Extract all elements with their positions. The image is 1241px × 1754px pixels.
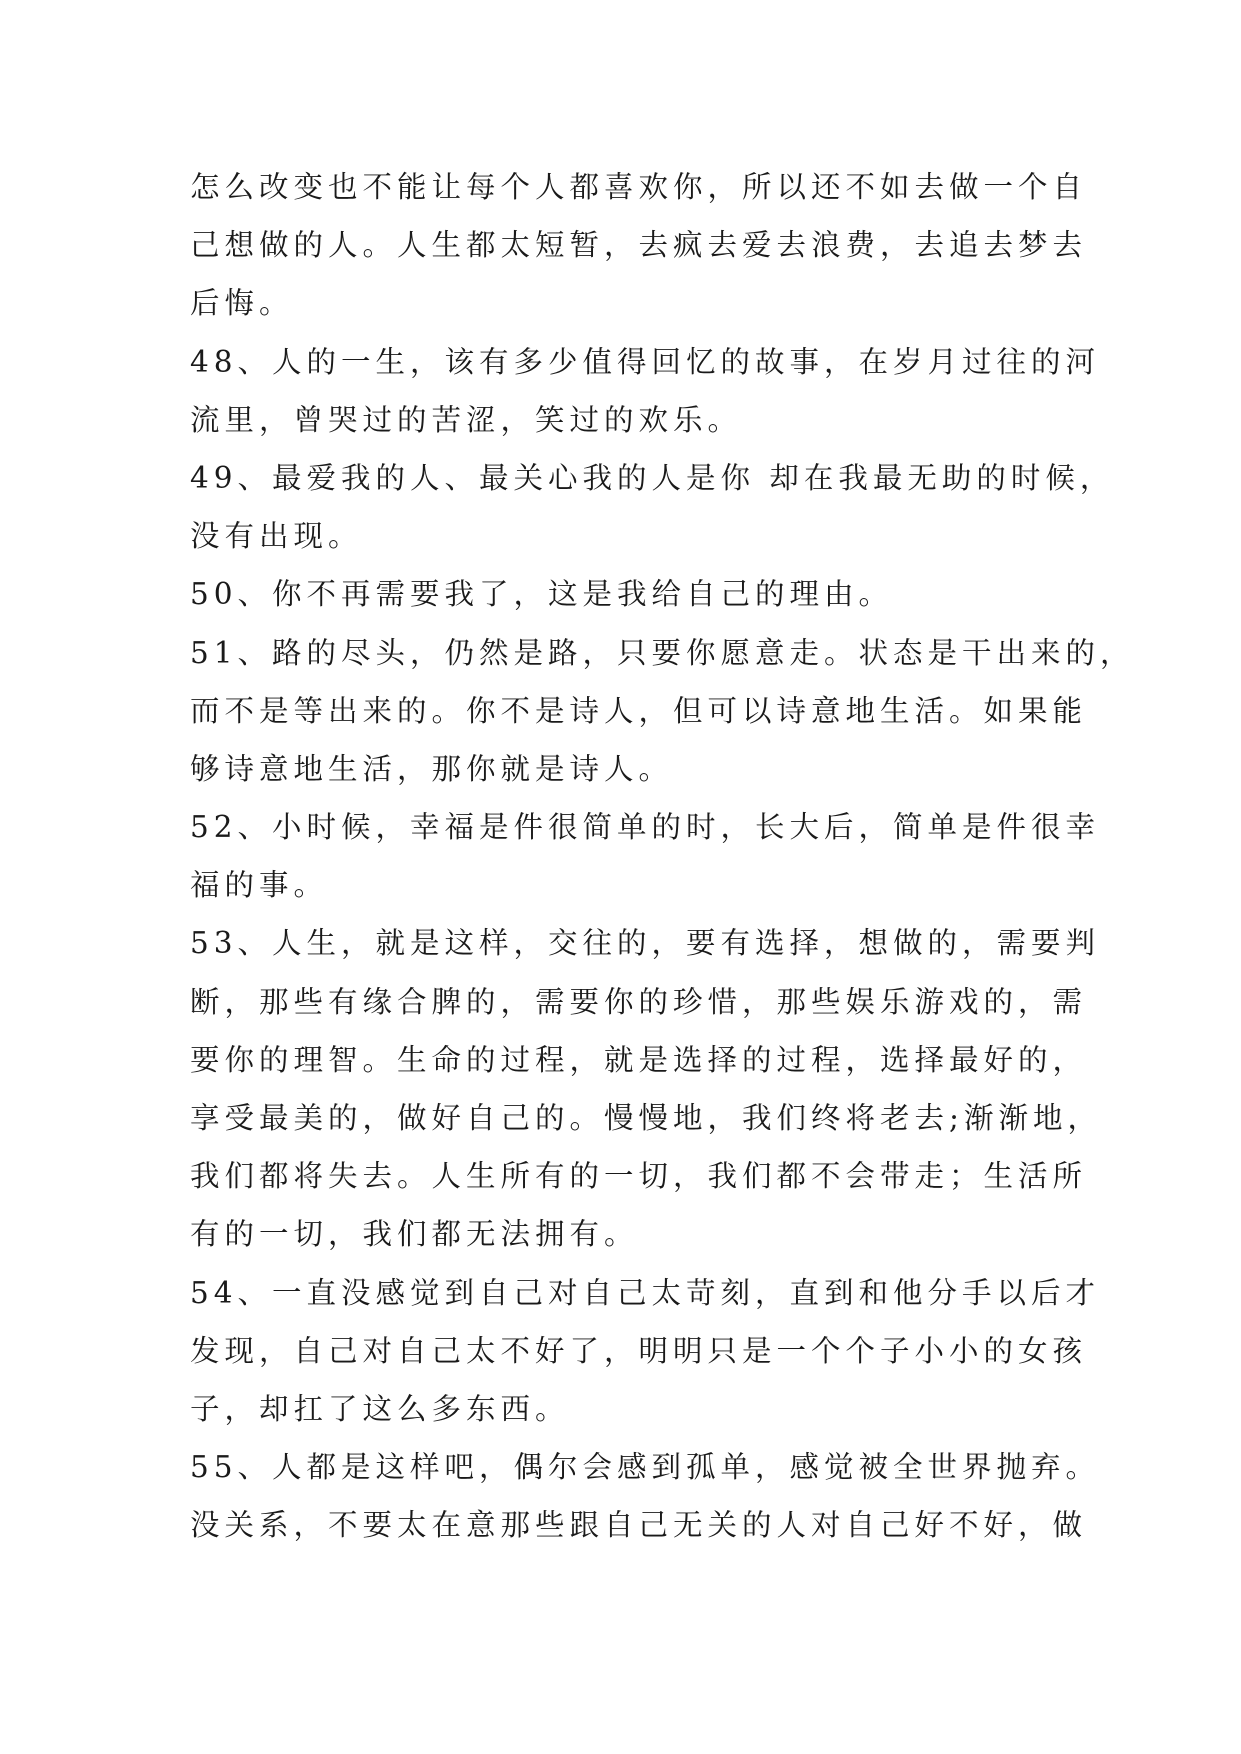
text-line: 享受最美的，做好自己的。慢慢地，我们终将老去;渐渐地， bbox=[190, 1101, 1102, 1135]
text-line: 49、最爱我的人、最关心我的人是你 却在我最无助的时候， bbox=[190, 460, 1115, 495]
text-line: 发现，自己对自己太不好了，明明只是一个个子小小的女孩 bbox=[190, 1333, 1088, 1368]
text-line: 够诗意地生活，那你就是诗人。 bbox=[190, 751, 674, 786]
text-line: 我们都将失去。人生所有的一切，我们都不会带走；生活所 bbox=[190, 1159, 1088, 1194]
text-line: 52、小时候，幸福是件很简单的时，长大后，简单是件很幸 bbox=[190, 810, 1101, 845]
text-line: 子，却扛了这么多东西。 bbox=[190, 1391, 570, 1426]
text-line: 有的一切，我们都无法拥有。 bbox=[190, 1217, 639, 1252]
text-line: 48、人的一生，该有多少值得回忆的故事，在岁月过往的河 bbox=[190, 344, 1101, 379]
text-line: 福的事。 bbox=[190, 868, 329, 903]
text-line: 53、人生，就是这样，交往的，要有选择，想做的，需要判 bbox=[190, 926, 1101, 961]
text-line: 要你的理智。生命的过程，就是选择的过程，选择最好的， bbox=[190, 1042, 1088, 1077]
text-line: 50、你不再需要我了，这是我给自己的理由。 bbox=[190, 577, 894, 612]
text-line: 怎么改变也不能让每个人都喜欢你，所以还不如去做一个自 bbox=[190, 170, 1088, 204]
text-line: 51、路的尽头，仍然是路，只要你愿意走。状态是干出来的， bbox=[190, 635, 1135, 670]
text-line: 没关系，不要太在意那些跟自己无关的人对自己好不好，做 bbox=[190, 1508, 1088, 1543]
text-line: 己想做的人。人生都太短暂，去疯去爱去浪费，去追去梦去 bbox=[190, 228, 1088, 263]
text-line: 55、人都是这样吧，偶尔会感到孤单，感觉被全世界抛弃。 bbox=[190, 1450, 1101, 1485]
text-line: 流里，曾哭过的苦涩，笑过的欢乐。 bbox=[190, 402, 743, 437]
text-line: 没有出现。 bbox=[190, 519, 363, 554]
text-line: 断，那些有缘合脾的，需要你的珍惜，那些娱乐游戏的，需 bbox=[190, 984, 1088, 1019]
document-body bbox=[190, 158, 1135, 1555]
text-line: 而不是等出来的。你不是诗人，但可以诗意地生活。如果能 bbox=[190, 693, 1088, 728]
text-line: 54、一直没感觉到自己对自己太苛刻，直到和他分手以后才 bbox=[190, 1275, 1101, 1310]
text-line: 后悔。 bbox=[190, 286, 294, 321]
